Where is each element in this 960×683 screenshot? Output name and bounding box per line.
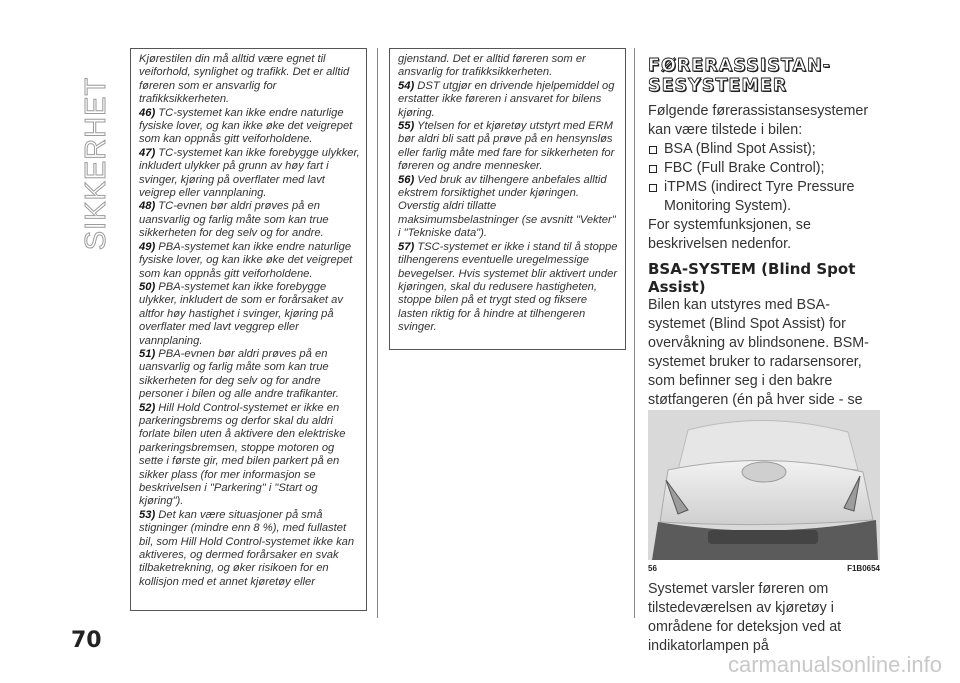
warning-item: [398, 120, 619, 174]
warning-number: 47): [139, 146, 156, 159]
warning-number: 57): [398, 240, 415, 253]
warning-text: Det kan være situasjoner på små stigninger (mindre enn 8 %), med fullastet bil, som Hill Hold Control-systemet ikke kan aktiveres, og dermed forårsaker en svak tilbaketrekning, og øker risikoen for en kollisjon med et annet kjøretøy eller: [139, 508, 355, 588]
body-text: Bilen kan utstyres med BSA-systemet (Blind Spot Assist) for overvåkning av blindsonene. BSM-systemet bruker to radarsensorer, som befinner seg i den bakre støtfangeren (én på hver side - se: [648, 297, 869, 408]
systems-list: [648, 140, 880, 216]
page-number: 70: [71, 628, 102, 653]
warning-item: [398, 241, 619, 335]
watermark: carmanualsonline.info: [727, 652, 942, 677]
warning-number: 52): [139, 401, 156, 414]
figure-caption: [648, 564, 880, 573]
subsection-heading: BSA-SYSTEM (Blind Spot Assist): [648, 260, 856, 296]
car-rear-illustration: [648, 410, 880, 560]
figure-code: F1B0654: [847, 564, 880, 573]
box1-intro: Kjørestilen din må alltid være egnet til veiforhold, synlighet og trafikk. Det er alltid føreren som er ansvarlig for trafikksikkerheten.: [139, 53, 350, 106]
warning-number: 53): [139, 508, 156, 521]
warning-box-2: [389, 48, 626, 350]
column-divider: [377, 48, 378, 618]
list-item: iTPMS (indirect Tyre Pressure Monitoring System).: [648, 178, 880, 216]
warning-number: 56): [398, 173, 415, 186]
warning-item: [139, 200, 360, 240]
warning-number: 48): [139, 200, 156, 213]
list-item: FBC (Full Brake Control);: [648, 159, 880, 178]
box2-intro: gjenstand. Det er alltid føreren som er ansvarlig for trafikksikkerheten.: [398, 53, 586, 79]
section-title-vertical: SIKKERHET: [80, 76, 113, 250]
warning-text: Hill Hold Control-systemet er ikke en parkeringsbrems og derfor skal du aldri forlate bilen uten å aktivere den elektriske parkeringsbremsen, stoppe motoren og sette i første gir, med bilen parkert på en sikker plass (for mer informasjon se beskrivelsen i "Parkering" i "Start og kjøring").: [139, 401, 346, 508]
continued-text: Systemet varsler føreren om tilstedeværelsen av kjøretøy i områdene for deteksjon ved at indikatorlampen på: [648, 581, 842, 654]
list-item: BSA (Blind Spot Assist);: [648, 140, 880, 159]
box1-items: [139, 107, 360, 590]
warning-text: TC-systemet kan ikke forebygge ulykker, inkludert ulykker på grunn av høy fart i svinger, kjøring på overflater med lavt veigrep eller vannplaning.: [139, 146, 360, 200]
warning-item: [139, 402, 360, 509]
section-heading: FØRERASSISTAN-SESYSTEMER: [648, 56, 831, 96]
warning-number: 46): [139, 106, 156, 119]
warning-text: Ved bruk av tilhengere anbefales alltid ekstrem forsiktighet under kjøringen. Overstig aldri tillatte maksimumsbelastninger (se avsnitt "Vekter" i "Tekniske data").: [398, 173, 616, 240]
warning-item: [139, 107, 360, 147]
warning-item: [139, 241, 360, 281]
figure-number: 56: [648, 564, 657, 573]
warning-number: 51): [139, 347, 156, 360]
warning-item: [139, 509, 360, 589]
warning-text: PBA-systemet kan ikke endre naturlige fysiske lover, og kan ikke øke det veigrepet som kan oppnås gitt veiforholdene.: [139, 240, 353, 280]
warning-item: [398, 174, 619, 241]
warning-number: 50): [139, 280, 156, 293]
warning-item: [139, 147, 360, 201]
note-text: For systemfunksjonen, se beskrivelsen nedenfor.: [648, 217, 811, 252]
warning-number: 55): [398, 120, 415, 133]
car-rear-figure: [648, 410, 880, 560]
warning-text: TC-systemet kan ikke endre naturlige fysiske lover, og kan ikke øke det veigrepet som kan oppnås gitt veiforholdene.: [139, 106, 353, 146]
warning-number: 49): [139, 240, 156, 253]
warning-item: [139, 281, 360, 348]
warning-box-1: [130, 48, 367, 611]
warning-text: PBA-systemet kan ikke forebygge ulykker, inkludert de som er forårsaket av altfor høy hastighet i svinger, kjøring på overflater med lavt veggrep eller vannplaning.: [139, 280, 343, 347]
warning-text: PBA-evnen bør aldri prøves på en uansvarlig og farlig måte som kan true sikkerheten for deg selv og for andre personer i bilen og alle andre trafikanter.: [139, 347, 339, 401]
warning-number: 54): [398, 79, 415, 92]
column-divider: [634, 48, 635, 618]
warning-item: [398, 80, 619, 120]
warning-text: TC-evnen bør aldri prøves på en uansvarlig og farlig måte som kan true sikkerheten for deg selv og for andre.: [139, 200, 329, 240]
intro-text: Følgende førerassistansesystemer kan være tilstede i bilen:: [648, 103, 869, 138]
warning-text: Ytelsen for et kjøretøy utstyrt med ERM bør aldri bli satt på prøve på en hensynsløs eller farlig måte med fare for sikkerheten for føreren og andre mennesker.: [398, 120, 615, 173]
warning-text: DST utgjør en drivende hjelpemiddel og erstatter ikke føreren i ansvaret for bilens kjøring.: [398, 79, 615, 119]
box2-items: [398, 80, 619, 335]
warning-text: TSC-systemet er ikke i stand til å stoppe tilhengerens eventuelle uregelmessige bevegelser. Hvis systemet blir aktivert under kjøringen, skal du redusere hastigheten, stoppe bilen på et trygt sted og fiksere lasten riktig for å hindre at tilhengeren svinger.: [398, 240, 618, 334]
warning-item: [139, 348, 360, 402]
